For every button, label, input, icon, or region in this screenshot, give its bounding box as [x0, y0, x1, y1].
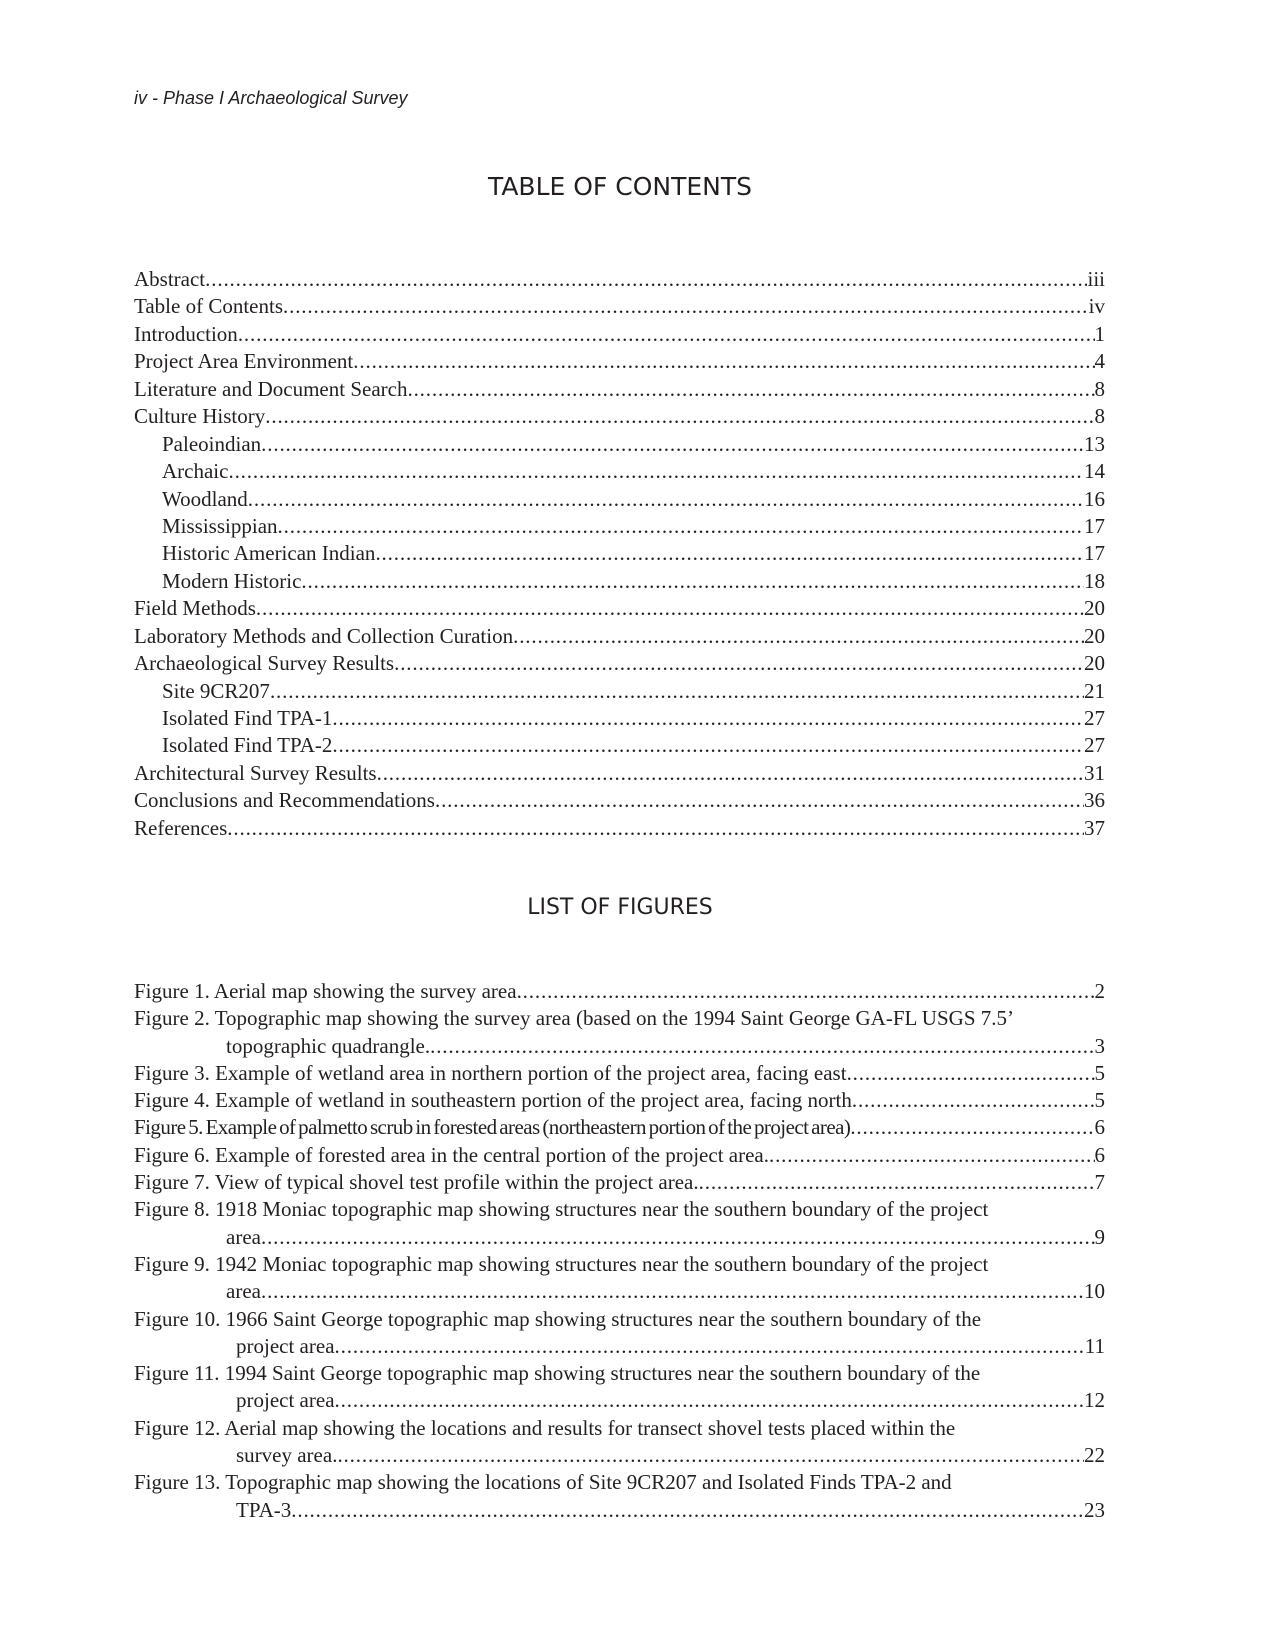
dot-leader [513, 623, 1084, 650]
toc-subentry[interactable] [134, 540, 1105, 567]
toc-entry-label: Archaic [162, 459, 229, 484]
toc-entry-page: 20 [1084, 623, 1105, 648]
toc-entry[interactable] [134, 760, 1105, 787]
dot-leader [335, 1333, 1085, 1360]
lof-entry-page: 12 [1084, 1388, 1105, 1413]
toc-entry-page: 27 [1084, 733, 1105, 758]
dot-leader [238, 321, 1095, 348]
toc-entry-page: 20 [1084, 596, 1105, 621]
dot-leader [847, 1060, 1095, 1087]
toc-subentry[interactable] [134, 568, 1105, 595]
toc-subentry[interactable] [134, 678, 1105, 705]
dot-leader [377, 760, 1084, 787]
toc-entry-page: iv [1088, 294, 1105, 319]
toc-entry[interactable] [134, 293, 1105, 320]
lof-entry[interactable] [134, 1169, 1105, 1196]
toc-entry-label: Literature and Document Search [134, 376, 408, 401]
lof-entry-label-cont: TPA-3 [236, 1497, 292, 1522]
toc-entry-label: Project Area Environment [134, 349, 354, 374]
toc-entry-label: Abstract [134, 267, 206, 291]
dot-leader [375, 540, 1084, 567]
dot-leader [261, 431, 1084, 458]
toc-entry-label: Historic American Indian [162, 541, 376, 566]
toc-entry-label: Paleoindian [162, 431, 262, 456]
toc-entry-page: 37 [1084, 815, 1105, 840]
toc-subentry[interactable] [134, 486, 1105, 513]
toc-entry-label: Culture History [134, 404, 266, 429]
toc-entry[interactable] [134, 348, 1105, 375]
lof-entry-page: 10 [1084, 1279, 1105, 1304]
lof-entry-label: Figure 1. Aerial map showing the survey area [134, 979, 517, 1003]
toc-entry-page: 36 [1084, 788, 1105, 813]
lof-entry-label-cont: project area [236, 1333, 335, 1358]
lof-entry-label: Figure 6. Example of forested area in the central portion of the project area. [134, 1142, 769, 1167]
dot-leader [337, 1442, 1084, 1469]
dot-leader [205, 266, 1087, 293]
dot-leader [430, 1033, 1094, 1060]
toc-entry-page: 18 [1084, 568, 1105, 593]
toc-entry[interactable] [134, 321, 1105, 348]
toc-entry-page: 14 [1084, 459, 1105, 484]
lof-entry[interactable] [134, 1360, 1105, 1415]
dot-leader [332, 732, 1084, 759]
toc-entry-label: Archaeological Survey Results [134, 651, 395, 676]
toc-entry-page: 21 [1084, 678, 1105, 703]
toc-entry-page: 31 [1084, 760, 1105, 785]
toc-entry-page: 17 [1084, 513, 1105, 538]
toc-entry-page: 20 [1084, 651, 1105, 676]
lof-entry-page: 22 [1084, 1443, 1105, 1468]
dot-leader [227, 815, 1084, 842]
dot-leader [394, 650, 1084, 677]
dot-leader [769, 1142, 1095, 1169]
toc-entry-page: 27 [1084, 706, 1105, 730]
lof-entry-label: Figure 12. Aerial map showing the locations and results for transect shovel tests placed within the [134, 1415, 956, 1440]
lof-entry-label: Figure 9. 1942 Moniac topographic map showing structures near the southern boundary of the project [134, 1251, 989, 1276]
toc-entry-label: Conclusions and Recommendations [134, 788, 435, 813]
lof-entry-page: 7 [1094, 1170, 1105, 1195]
toc-entry-label: Table of Contents [134, 294, 283, 319]
lof-entry-page: 3 [1094, 1033, 1105, 1058]
lof-entry-label-cont: project area [236, 1388, 335, 1413]
lof-entry-page: 6 [1094, 1115, 1105, 1140]
lof-entry-label: Figure 7. View of typical shovel test profile within the project area. [134, 1170, 699, 1195]
lof-entry-page: 6 [1094, 1142, 1105, 1167]
dot-leader [435, 787, 1084, 814]
lof-entry[interactable] [134, 1060, 1105, 1087]
toc-entry-label: References [134, 815, 228, 840]
dot-leader [291, 1497, 1084, 1524]
lof-entry-label: Figure 13. Topographic map showing the locations of Site 9CR207 and Isolated Finds TPA-2 and [134, 1470, 952, 1495]
lof-entry-label: Figure 4. Example of wetland in southeastern portion of the project area, facing north [134, 1088, 852, 1113]
toc-entry-label: Laboratory Methods and Collection Curation [134, 623, 514, 648]
toc-entry-label: Isolated Find TPA-1 [162, 706, 333, 730]
lof-entry[interactable] [134, 1469, 1105, 1524]
lof-entry[interactable] [134, 1196, 1105, 1251]
lof-entry[interactable] [134, 1142, 1105, 1169]
lof-title: LIST OF FIGURES [527, 895, 713, 920]
dot-leader [261, 1224, 1095, 1251]
toc-subentry[interactable] [134, 705, 1105, 732]
lof-entry-label-cont: area [226, 1224, 261, 1249]
lof-entry-label-cont: topographic quadrangle. [226, 1033, 431, 1058]
lof-entry-label-cont: survey area. [236, 1443, 338, 1468]
toc-entry[interactable] [134, 266, 1105, 293]
lof-entry-label: Figure 11. 1994 Saint George topographic map showing structures near the southern boundary of the [134, 1361, 981, 1386]
dot-leader [270, 678, 1084, 705]
lof-entry-label: Figure 8. 1918 Moniac topographic map showing structures near the southern boundary of the project [134, 1197, 989, 1222]
dot-leader [353, 348, 1094, 375]
toc-entry-label: Field Methods [134, 596, 256, 621]
lof-list [134, 978, 1105, 1524]
lof-entry[interactable] [134, 1114, 1105, 1141]
toc-entry-label: Modern Historic [162, 568, 302, 593]
dot-leader [228, 458, 1084, 485]
toc-entry[interactable] [134, 815, 1105, 842]
lof-entry[interactable] [134, 1087, 1105, 1114]
lof-entry[interactable] [134, 1306, 1105, 1361]
dot-leader [850, 1114, 1094, 1141]
toc-entry-label: Isolated Find TPA-2 [162, 733, 333, 758]
toc-entry-label: Introduction [134, 321, 238, 346]
toc-entry-page: 1 [1094, 321, 1105, 346]
toc-subentry[interactable] [134, 458, 1105, 485]
lof-entry-label: Figure 3. Example of wetland area in northern portion of the project area, facing east [134, 1060, 847, 1085]
dot-leader [517, 978, 1095, 1005]
dot-leader [301, 568, 1084, 595]
lof-entry-page: 9 [1094, 1224, 1105, 1249]
toc-title: TABLE OF CONTENTS [487, 172, 752, 201]
toc-list [134, 266, 1105, 842]
dot-leader [261, 1278, 1084, 1305]
toc-entry-label: Architectural Survey Results [134, 760, 377, 785]
toc-entry-label: Site 9CR207 [162, 678, 270, 703]
dot-leader [248, 486, 1084, 513]
toc-entry[interactable] [134, 650, 1105, 677]
toc-entry[interactable] [134, 623, 1105, 650]
dot-leader [335, 1387, 1084, 1414]
dot-leader [265, 403, 1094, 430]
toc-entry[interactable] [134, 595, 1105, 622]
lof-entry[interactable] [134, 1415, 1105, 1470]
lof-entry-label-cont: area [226, 1279, 261, 1304]
lof-entry-page: 5 [1094, 1088, 1105, 1113]
toc-entry-page: 17 [1084, 541, 1105, 566]
running-head: iv - Phase I Archaeological Survey [134, 88, 408, 108]
lof-entry-page: 23 [1084, 1497, 1105, 1522]
toc-subentry[interactable] [134, 431, 1105, 458]
dot-leader [332, 705, 1084, 732]
toc-subentry[interactable] [134, 513, 1105, 540]
lof-entry-label: Figure 10. 1966 Saint George topographic map showing structures near the southern boundary of the [134, 1306, 982, 1331]
lof-entry[interactable] [134, 1005, 1105, 1060]
toc-entry-page: 4 [1094, 349, 1105, 374]
lof-entry-page: 5 [1094, 1060, 1105, 1085]
lof-entry[interactable] [134, 978, 1105, 1005]
dot-leader [278, 513, 1084, 540]
dot-leader [256, 595, 1084, 622]
dot-leader [407, 376, 1094, 403]
toc-entry-page: iii [1087, 267, 1105, 291]
toc-entry[interactable] [134, 376, 1105, 403]
lof-entry[interactable] [134, 1251, 1105, 1306]
toc-entry[interactable] [134, 787, 1105, 814]
toc-subentry[interactable] [134, 732, 1105, 759]
toc-entry-label: Woodland [162, 486, 248, 511]
dot-leader [699, 1169, 1095, 1196]
lof-entry-label: Figure 5. Example of palmetto scrub in forested areas (northeastern portion of the project area) [134, 1115, 851, 1140]
toc-entry-page: 16 [1084, 486, 1105, 511]
toc-entry[interactable] [134, 403, 1105, 430]
toc-entry-page: 8 [1094, 376, 1105, 401]
lof-entry-page: 2 [1094, 979, 1105, 1003]
lof-entry-label: Figure 2. Topographic map showing the survey area (based on the 1994 Saint George GA-FL USGS 7.5’ [134, 1006, 1014, 1031]
dot-leader [852, 1087, 1095, 1114]
toc-entry-page: 13 [1084, 431, 1105, 456]
toc-entry-page: 8 [1094, 404, 1105, 429]
toc-entry-label: Mississippian [162, 513, 278, 538]
dot-leader [283, 293, 1089, 320]
lof-entry-page: 11 [1084, 1333, 1105, 1358]
